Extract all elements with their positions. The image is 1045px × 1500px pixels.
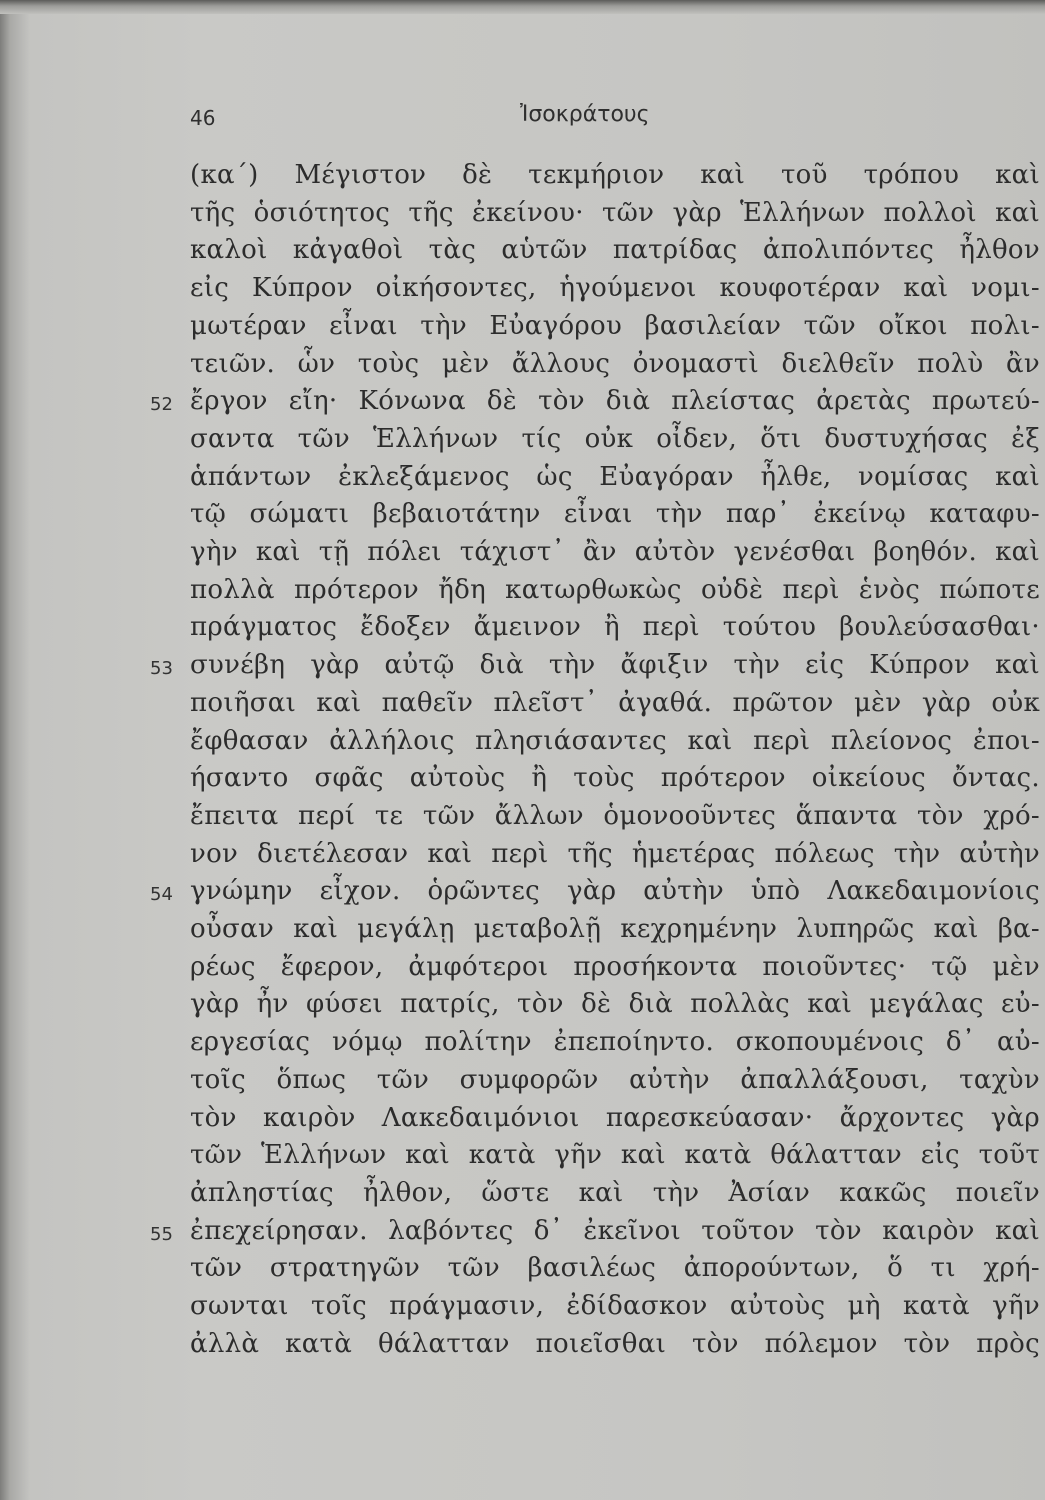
text-line: γὴν καὶ τῇ πόλει τάχιστ᾽ ἂν αὐτὸν γενέσθαι βοηθόν. καὶ: [190, 537, 1040, 567]
text-line: ήσαντο σφᾶς αὐτοὺς ἢ τοὺς πρότερον οἰκείους ὄντας.: [190, 763, 1040, 794]
text-line: σωνται τοῖς πράγμασιν, ἐδίδασκον αὐτοὺς μὴ κατὰ γῆν: [190, 1291, 1040, 1321]
text-line: τῷ σώματι βεβαιοτάτην εἶναι τὴν παρ᾽ ἐκείνῳ καταφυ-: [190, 499, 1040, 530]
text-line: οὖσαν καὶ μεγάλῃ μεταβολῇ κεχρημένην λυπηρῶς καὶ βα-: [190, 914, 1040, 944]
text-line: ἀπληστίας ἦλθον, ὥστε καὶ τὴν Ἀσίαν κακῶς ποιεῖν: [190, 1177, 1040, 1208]
text-line: νον διετέλεσαν καὶ περὶ τῆς ἡμετέρας πόλεως τὴν αὐτὴν: [190, 838, 1040, 869]
text-line: μωτέραν εἶναι τὴν Εὐαγόρου βασιλείαν τῶν οἴκοι πολι-: [190, 310, 1040, 341]
section-number: 55: [150, 1223, 173, 1245]
section-number: 53: [150, 658, 173, 680]
text-line: εἰς Κύπρον οἰκήσοντες, ἡγούμενοι κουφοτέραν καὶ νομι-: [190, 273, 1040, 304]
text-line: ποιῆσαι καὶ παθεῖν πλεῖστ᾽ ἀγαθά. πρῶτον μὲν γὰρ οὐκ: [190, 687, 1040, 718]
text-line: τῆς ὁσιότητος τῆς ἐκείνου· τῶν γὰρ Ἑλλήνων πολλοὶ καὶ: [190, 197, 1040, 228]
text-line: καλοὶ κἀγαθοὶ τὰς αὑτῶν πατρίδας ἀπολιπόντες ἦλθον: [190, 235, 1040, 266]
text-line: τοῖς ὅπως τῶν συμφορῶν αὐτὴν ἀπαλλάξουσι, ταχὺν: [190, 1064, 1040, 1095]
text-line: ρέως ἔφερον, ἀμφότεροι προσήκοντα ποιοῦντες· τῷ μὲν: [190, 951, 1040, 982]
page-top-edge-shadow: [0, 0, 1045, 14]
text-line: τειῶν. ὧν τοὺς μὲν ἄλλους ὀνομαστὶ διελθεῖν πολὺ ἂν: [190, 348, 1040, 379]
text-line: τῶν Ἑλλήνων καὶ κατὰ γῆν καὶ κατὰ θάλατταν εἰς τοῦτ: [190, 1140, 1040, 1171]
page-number: 46: [190, 106, 216, 130]
section-number: 52: [150, 394, 173, 416]
text-line: ἔφθασαν ἀλλήλοις πλησιάσαντες καὶ περὶ πλείονος ἐποι-: [190, 725, 1040, 756]
running-title: Ἰσοκράτους: [520, 102, 650, 127]
text-line: ἁπάντων ἐκλεξάμενος ὡς Εὐαγόραν ἦλθε, νομίσας καὶ: [190, 461, 1040, 492]
text-line: γνώμην εἶχον. ὁρῶντες γὰρ αὐτὴν ὑπὸ Λακεδαιμονίοις: [190, 876, 1040, 907]
text-line: συνέβη γὰρ αὐτῷ διὰ τὴν ἄφιξιν τὴν εἰς Κύπρον καὶ: [190, 650, 1040, 681]
text-line: ἐπεχείρησαν. λαβόντες δ᾽ ἐκεῖνοι τοῦτον τὸν καιρὸν καὶ: [190, 1215, 1040, 1246]
text-line: (κα΄) Μέγιστον δὲ τεκμήριον καὶ τοῦ τρόπου καὶ: [190, 160, 1040, 190]
text-line: ἔργον εἴη· Κόνωνα δὲ τὸν διὰ πλείστας ἀρετὰς πρωτεύ-: [190, 386, 1040, 417]
text-line: ἔπειτα περί τε τῶν ἄλλων ὁμονοοῦντες ἅπαντα τὸν χρό-: [190, 800, 1040, 831]
text-line: γὰρ ἦν φύσει πατρίς, τὸν δὲ διὰ πολλὰς καὶ μεγάλας εὐ-: [190, 989, 1040, 1020]
text-line: τὸν καιρὸν Λακεδαιμόνιοι παρεσκεύασαν· ἄρχοντες γὰρ: [190, 1102, 1040, 1133]
text-line: σαντα τῶν Ἑλλήνων τίς οὐκ οἶδεν, ὅτι δυστυχήσας ἐξ: [190, 423, 1040, 454]
text-line: ἀλλὰ κατὰ θάλατταν ποιεῖσθαι τὸν πόλεμον τὸν πρὸς: [190, 1328, 1040, 1359]
text-line: εργεσίας νόμῳ πολίτην ἐπεποίηντο. σκοπουμένοις δ᾽ αὐ-: [190, 1027, 1040, 1058]
text-line: πολλὰ πρότερον ἤδη κατωρθωκὼς οὐδὲ περὶ ἑνὸς πώποτε: [190, 574, 1040, 605]
text-line: τῶν στρατηγῶν τῶν βασιλέως ἀπορούντων, ὅ τι χρή-: [190, 1253, 1040, 1284]
text-line: πράγματος ἔδοξεν ἄμεινον ἢ περὶ τούτου βουλεύσασθαι·: [190, 612, 1040, 643]
section-number: 54: [150, 884, 173, 906]
